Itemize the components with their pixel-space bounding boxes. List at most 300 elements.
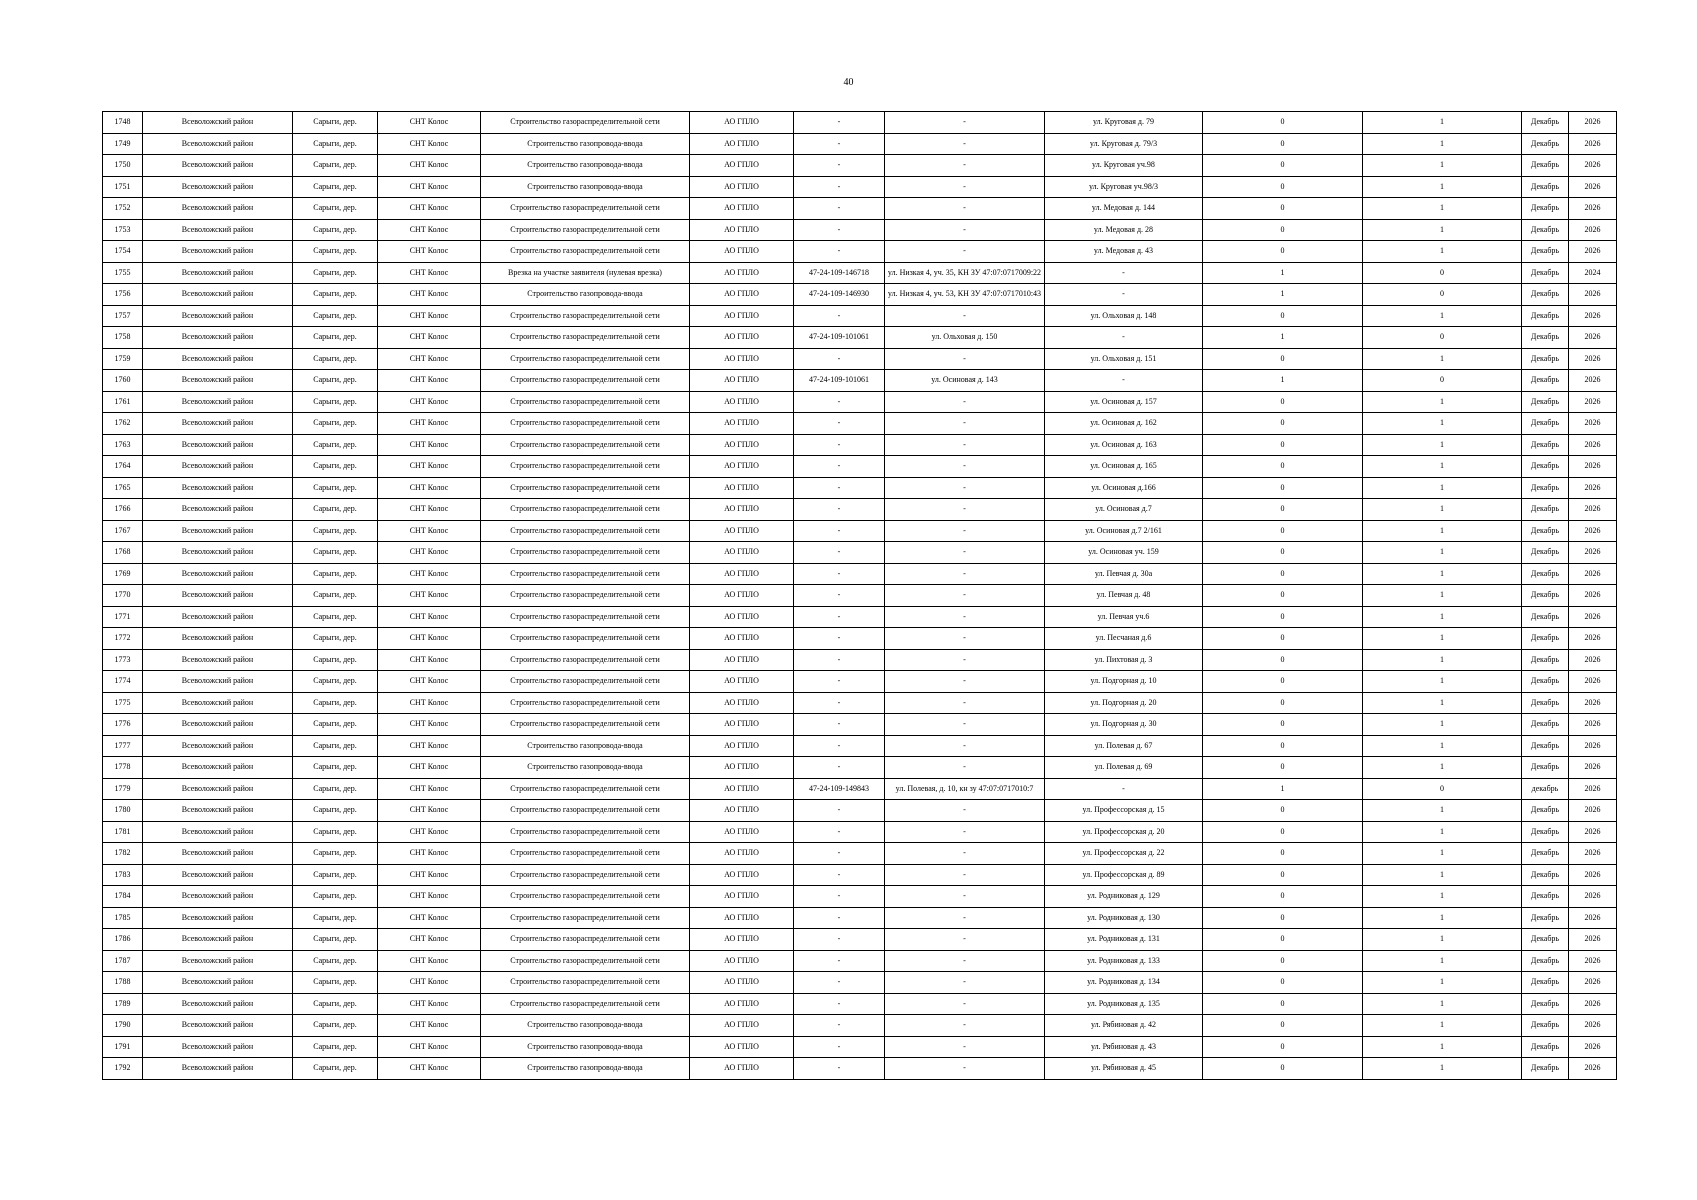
settlement-cell: Сарыги, дер. [293,284,378,306]
count-a-cell: 1 [1203,262,1363,284]
application-number-cell: - [794,133,885,155]
count-a-cell: 0 [1203,843,1363,865]
application-address-cell: - [885,413,1045,435]
row-number-cell: 1762 [103,413,143,435]
count-b-cell: 1 [1363,413,1522,435]
application-number-cell: - [794,864,885,886]
object-address-cell: ул. Ольховая д. 148 [1045,305,1203,327]
count-b-cell: 1 [1363,993,1522,1015]
object-address-cell: ул. Профессорская д. 15 [1045,800,1203,822]
month-cell: Декабрь [1522,112,1569,134]
object-address-cell: ул. Рябиновая д. 43 [1045,1036,1203,1058]
year-cell: 2026 [1569,628,1617,650]
count-a-cell: 0 [1203,1058,1363,1080]
application-address-cell: - [885,477,1045,499]
organization-cell: СНТ Колос [378,800,481,822]
district-cell: Всеволожский район [143,886,293,908]
application-address-cell: - [885,499,1045,521]
count-b-cell: 1 [1363,714,1522,736]
row-number-cell: 1773 [103,649,143,671]
application-number-cell: - [794,520,885,542]
count-a-cell: 0 [1203,477,1363,499]
row-number-cell: 1763 [103,434,143,456]
district-cell: Всеволожский район [143,176,293,198]
row-number-cell: 1766 [103,499,143,521]
work-type-cell: Строительство газораспределительной сети [481,821,690,843]
settlement-cell: Сарыги, дер. [293,1036,378,1058]
organization-cell: СНТ Колос [378,434,481,456]
table-row [103,198,1617,220]
application-number-cell: - [794,972,885,994]
operator-cell: АО ГПЛО [690,907,794,929]
table-row [103,542,1617,564]
application-number-cell: - [794,671,885,693]
count-a-cell: 0 [1203,520,1363,542]
object-address-cell: ул. Круговая д. 79 [1045,112,1203,134]
work-type-cell: Строительство газораспределительной сети [481,886,690,908]
application-number-cell: - [794,542,885,564]
month-cell: Декабрь [1522,520,1569,542]
count-b-cell: 1 [1363,348,1522,370]
count-b-cell: 1 [1363,241,1522,263]
month-cell: Декабрь [1522,133,1569,155]
organization-cell: СНТ Колос [378,993,481,1015]
object-address-cell: ул. Профессорская д. 20 [1045,821,1203,843]
organization-cell: СНТ Колос [378,714,481,736]
application-address-cell: ул. Осиновая д. 143 [885,370,1045,392]
year-cell: 2026 [1569,198,1617,220]
application-number-cell: - [794,929,885,951]
application-address-cell: - [885,843,1045,865]
count-a-cell: 0 [1203,606,1363,628]
work-type-cell: Строительство газопровода-ввода [481,176,690,198]
table-row [103,757,1617,779]
count-b-cell: 1 [1363,585,1522,607]
work-type-cell: Строительство газораспределительной сети [481,198,690,220]
object-address-cell: ул. Медовая д. 144 [1045,198,1203,220]
object-address-cell: ул. Подгорная д. 30 [1045,714,1203,736]
district-cell: Всеволожский район [143,262,293,284]
application-address-cell: - [885,628,1045,650]
month-cell: Декабрь [1522,1058,1569,1080]
count-b-cell: 1 [1363,972,1522,994]
work-type-cell: Строительство газораспределительной сети [481,112,690,134]
month-cell: Декабрь [1522,477,1569,499]
application-address-cell: - [885,219,1045,241]
work-type-cell: Строительство газораспределительной сети [481,864,690,886]
settlement-cell: Сарыги, дер. [293,843,378,865]
organization-cell: СНТ Колос [378,649,481,671]
application-address-cell: - [885,563,1045,585]
operator-cell: АО ГПЛО [690,929,794,951]
operator-cell: АО ГПЛО [690,198,794,220]
month-cell: Декабрь [1522,284,1569,306]
month-cell: Декабрь [1522,198,1569,220]
object-address-cell: ул. Круговая д. 79/3 [1045,133,1203,155]
count-a-cell: 0 [1203,499,1363,521]
month-cell: декабрь [1522,778,1569,800]
month-cell: Декабрь [1522,413,1569,435]
month-cell: Декабрь [1522,391,1569,413]
object-address-cell: ул. Ольховая д. 151 [1045,348,1203,370]
month-cell: Декабрь [1522,370,1569,392]
settlement-cell: Сарыги, дер. [293,778,378,800]
district-cell: Всеволожский район [143,843,293,865]
count-b-cell: 0 [1363,284,1522,306]
table-row [103,886,1617,908]
district-cell: Всеволожский район [143,821,293,843]
year-cell: 2026 [1569,284,1617,306]
table-row [103,778,1617,800]
district-cell: Всеволожский район [143,305,293,327]
count-b-cell: 1 [1363,606,1522,628]
application-address-cell: - [885,520,1045,542]
year-cell: 2026 [1569,155,1617,177]
application-address-cell: - [885,972,1045,994]
application-address-cell: - [885,1058,1045,1080]
object-address-cell: ул. Осиновая д. 157 [1045,391,1203,413]
table-row [103,649,1617,671]
row-number-cell: 1750 [103,155,143,177]
year-cell: 2026 [1569,671,1617,693]
count-a-cell: 0 [1203,112,1363,134]
organization-cell: СНТ Колос [378,843,481,865]
table-row [103,843,1617,865]
organization-cell: СНТ Колос [378,757,481,779]
settlement-cell: Сарыги, дер. [293,757,378,779]
district-cell: Всеволожский район [143,585,293,607]
object-address-cell: ул. Полевая д. 67 [1045,735,1203,757]
row-number-cell: 1764 [103,456,143,478]
row-number-cell: 1785 [103,907,143,929]
object-address-cell: ул. Родниковая д. 131 [1045,929,1203,951]
count-a-cell: 0 [1203,821,1363,843]
year-cell: 2026 [1569,434,1617,456]
object-address-cell: ул. Рябиновая д. 45 [1045,1058,1203,1080]
month-cell: Декабрь [1522,219,1569,241]
organization-cell: СНТ Колос [378,284,481,306]
count-a-cell: 0 [1203,241,1363,263]
count-a-cell: 0 [1203,305,1363,327]
count-b-cell: 1 [1363,133,1522,155]
year-cell: 2026 [1569,542,1617,564]
operator-cell: АО ГПЛО [690,133,794,155]
work-type-cell: Строительство газораспределительной сети [481,477,690,499]
settlement-cell: Сарыги, дер. [293,800,378,822]
row-number-cell: 1784 [103,886,143,908]
district-cell: Всеволожский район [143,972,293,994]
table-row [103,348,1617,370]
table-row [103,520,1617,542]
table-row [103,413,1617,435]
district-cell: Всеволожский район [143,520,293,542]
count-a-cell: 0 [1203,628,1363,650]
row-number-cell: 1757 [103,305,143,327]
count-a-cell: 0 [1203,563,1363,585]
operator-cell: АО ГПЛО [690,972,794,994]
count-b-cell: 1 [1363,649,1522,671]
table-row [103,262,1617,284]
work-type-cell: Строительство газопровода-ввода [481,1058,690,1080]
object-address-cell: ул. Полевая д. 69 [1045,757,1203,779]
month-cell: Декабрь [1522,1015,1569,1037]
year-cell: 2026 [1569,843,1617,865]
table-row [103,907,1617,929]
month-cell: Декабрь [1522,929,1569,951]
count-a-cell: 0 [1203,757,1363,779]
month-cell: Декабрь [1522,563,1569,585]
table-row [103,735,1617,757]
year-cell: 2026 [1569,456,1617,478]
application-number-cell: - [794,821,885,843]
district-cell: Всеволожский район [143,284,293,306]
count-a-cell: 1 [1203,370,1363,392]
month-cell: Декабрь [1522,671,1569,693]
table-row [103,456,1617,478]
work-type-cell: Строительство газораспределительной сети [481,542,690,564]
count-b-cell: 1 [1363,520,1522,542]
work-type-cell: Строительство газораспределительной сети [481,929,690,951]
work-type-cell: Строительство газораспределительной сети [481,628,690,650]
organization-cell: СНТ Колос [378,1015,481,1037]
table-row [103,499,1617,521]
work-type-cell: Строительство газораспределительной сети [481,563,690,585]
application-address-cell: - [885,112,1045,134]
count-a-cell: 0 [1203,692,1363,714]
year-cell: 2026 [1569,1036,1617,1058]
count-a-cell: 0 [1203,1036,1363,1058]
application-address-cell: - [885,757,1045,779]
count-b-cell: 1 [1363,692,1522,714]
count-b-cell: 1 [1363,821,1522,843]
organization-cell: СНТ Колос [378,886,481,908]
district-cell: Всеволожский район [143,907,293,929]
month-cell: Декабрь [1522,542,1569,564]
object-address-cell: ул. Певчая уч.6 [1045,606,1203,628]
count-b-cell: 0 [1363,262,1522,284]
row-number-cell: 1768 [103,542,143,564]
page-number: 40 [843,77,854,88]
count-b-cell: 1 [1363,800,1522,822]
district-cell: Всеволожский район [143,198,293,220]
object-address-cell: ул. Медовая д. 43 [1045,241,1203,263]
operator-cell: АО ГПЛО [690,348,794,370]
count-a-cell: 0 [1203,348,1363,370]
month-cell: Декабрь [1522,907,1569,929]
district-cell: Всеволожский район [143,800,293,822]
application-number-cell: - [794,1015,885,1037]
settlement-cell: Сарыги, дер. [293,907,378,929]
count-a-cell: 1 [1203,284,1363,306]
operator-cell: АО ГПЛО [690,391,794,413]
object-address-cell: ул. Родниковая д. 130 [1045,907,1203,929]
district-cell: Всеволожский район [143,1015,293,1037]
month-cell: Декабрь [1522,821,1569,843]
object-address-cell: ул. Медовая д. 28 [1045,219,1203,241]
operator-cell: АО ГПЛО [690,542,794,564]
operator-cell: АО ГПЛО [690,456,794,478]
count-b-cell: 1 [1363,434,1522,456]
table-row [103,864,1617,886]
row-number-cell: 1775 [103,692,143,714]
count-b-cell: 1 [1363,886,1522,908]
application-number-cell: - [794,391,885,413]
object-address-cell: ул. Круговая уч.98/3 [1045,176,1203,198]
settlement-cell: Сарыги, дер. [293,499,378,521]
object-address-cell: ул. Осиновая д.166 [1045,477,1203,499]
operator-cell: АО ГПЛО [690,714,794,736]
operator-cell: АО ГПЛО [690,499,794,521]
work-type-cell: Строительство газораспределительной сети [481,434,690,456]
settlement-cell: Сарыги, дер. [293,262,378,284]
operator-cell: АО ГПЛО [690,950,794,972]
year-cell: 2026 [1569,499,1617,521]
count-b-cell: 1 [1363,456,1522,478]
year-cell: 2026 [1569,864,1617,886]
month-cell: Декабрь [1522,993,1569,1015]
application-address-cell: - [885,735,1045,757]
settlement-cell: Сарыги, дер. [293,563,378,585]
object-address-cell: ул. Осиновая д. 162 [1045,413,1203,435]
application-address-cell: - [885,606,1045,628]
year-cell: 2026 [1569,391,1617,413]
settlement-cell: Сарыги, дер. [293,735,378,757]
work-type-cell: Строительство газораспределительной сети [481,649,690,671]
operator-cell: АО ГПЛО [690,649,794,671]
month-cell: Декабрь [1522,757,1569,779]
operator-cell: АО ГПЛО [690,778,794,800]
table-row [103,585,1617,607]
year-cell: 2024 [1569,262,1617,284]
year-cell: 2026 [1569,692,1617,714]
application-address-cell: - [885,929,1045,951]
work-type-cell: Строительство газораспределительной сети [481,499,690,521]
settlement-cell: Сарыги, дер. [293,348,378,370]
district-cell: Всеволожский район [143,1058,293,1080]
organization-cell: СНТ Колос [378,864,481,886]
district-cell: Всеволожский район [143,391,293,413]
settlement-cell: Сарыги, дер. [293,327,378,349]
application-address-cell: - [885,542,1045,564]
work-type-cell: Строительство газопровода-ввода [481,757,690,779]
month-cell: Декабрь [1522,585,1569,607]
work-type-cell: Строительство газораспределительной сети [481,714,690,736]
table-row [103,176,1617,198]
work-type-cell: Строительство газораспределительной сети [481,348,690,370]
table-row [103,305,1617,327]
district-cell: Всеволожский район [143,456,293,478]
operator-cell: АО ГПЛО [690,370,794,392]
district-cell: Всеволожский район [143,434,293,456]
work-type-cell: Строительство газопровода-ввода [481,1015,690,1037]
year-cell: 2026 [1569,649,1617,671]
settlement-cell: Сарыги, дер. [293,950,378,972]
district-cell: Всеволожский район [143,993,293,1015]
year-cell: 2026 [1569,886,1617,908]
organization-cell: СНТ Колос [378,262,481,284]
organization-cell: СНТ Колос [378,413,481,435]
table-body [103,112,1617,1080]
organization-cell: СНТ Колос [378,1058,481,1080]
month-cell: Декабрь [1522,628,1569,650]
application-number-cell: 47-24-109-146930 [794,284,885,306]
application-number-cell: - [794,714,885,736]
table-row [103,155,1617,177]
object-address-cell: - [1045,370,1203,392]
organization-cell: СНТ Колос [378,671,481,693]
district-cell: Всеволожский район [143,628,293,650]
organization-cell: СНТ Колос [378,542,481,564]
count-b-cell: 1 [1363,155,1522,177]
organization-cell: СНТ Колос [378,370,481,392]
district-cell: Всеволожский район [143,327,293,349]
operator-cell: АО ГПЛО [690,692,794,714]
row-number-cell: 1770 [103,585,143,607]
operator-cell: АО ГПЛО [690,800,794,822]
work-type-cell: Строительство газораспределительной сети [481,585,690,607]
settlement-cell: Сарыги, дер. [293,133,378,155]
application-address-cell: - [885,434,1045,456]
table-row [103,370,1617,392]
row-number-cell: 1782 [103,843,143,865]
application-number-cell: - [794,649,885,671]
count-b-cell: 1 [1363,735,1522,757]
organization-cell: СНТ Колос [378,563,481,585]
organization-cell: СНТ Колос [378,241,481,263]
work-type-cell: Строительство газопровода-ввода [481,133,690,155]
work-type-cell: Строительство газораспределительной сети [481,413,690,435]
work-type-cell: Строительство газораспределительной сети [481,606,690,628]
operator-cell: АО ГПЛО [690,585,794,607]
application-number-cell: 47-24-109-101061 [794,370,885,392]
district-cell: Всеволожский район [143,477,293,499]
operator-cell: АО ГПЛО [690,843,794,865]
operator-cell: АО ГПЛО [690,606,794,628]
row-number-cell: 1778 [103,757,143,779]
month-cell: Декабрь [1522,176,1569,198]
work-type-cell: Строительство газораспределительной сети [481,993,690,1015]
settlement-cell: Сарыги, дер. [293,241,378,263]
row-number-cell: 1772 [103,628,143,650]
application-number-cell: - [794,434,885,456]
application-number-cell: - [794,993,885,1015]
organization-cell: СНТ Колос [378,520,481,542]
work-type-cell: Строительство газораспределительной сети [481,800,690,822]
organization-cell: СНТ Колос [378,391,481,413]
organization-cell: СНТ Колос [378,348,481,370]
operator-cell: АО ГПЛО [690,864,794,886]
application-number-cell: - [794,1036,885,1058]
row-number-cell: 1765 [103,477,143,499]
count-b-cell: 1 [1363,757,1522,779]
operator-cell: АО ГПЛО [690,155,794,177]
count-b-cell: 1 [1363,176,1522,198]
organization-cell: СНТ Колос [378,972,481,994]
settlement-cell: Сарыги, дер. [293,649,378,671]
application-address-cell: - [885,456,1045,478]
work-type-cell: Строительство газораспределительной сети [481,520,690,542]
application-address-cell: - [885,1015,1045,1037]
count-a-cell: 0 [1203,456,1363,478]
object-address-cell: ул. Профессорская д. 22 [1045,843,1203,865]
application-number-cell: - [794,843,885,865]
operator-cell: АО ГПЛО [690,176,794,198]
count-b-cell: 1 [1363,477,1522,499]
application-number-cell: - [794,800,885,822]
count-b-cell: 1 [1363,1036,1522,1058]
operator-cell: АО ГПЛО [690,1058,794,1080]
count-a-cell: 0 [1203,219,1363,241]
